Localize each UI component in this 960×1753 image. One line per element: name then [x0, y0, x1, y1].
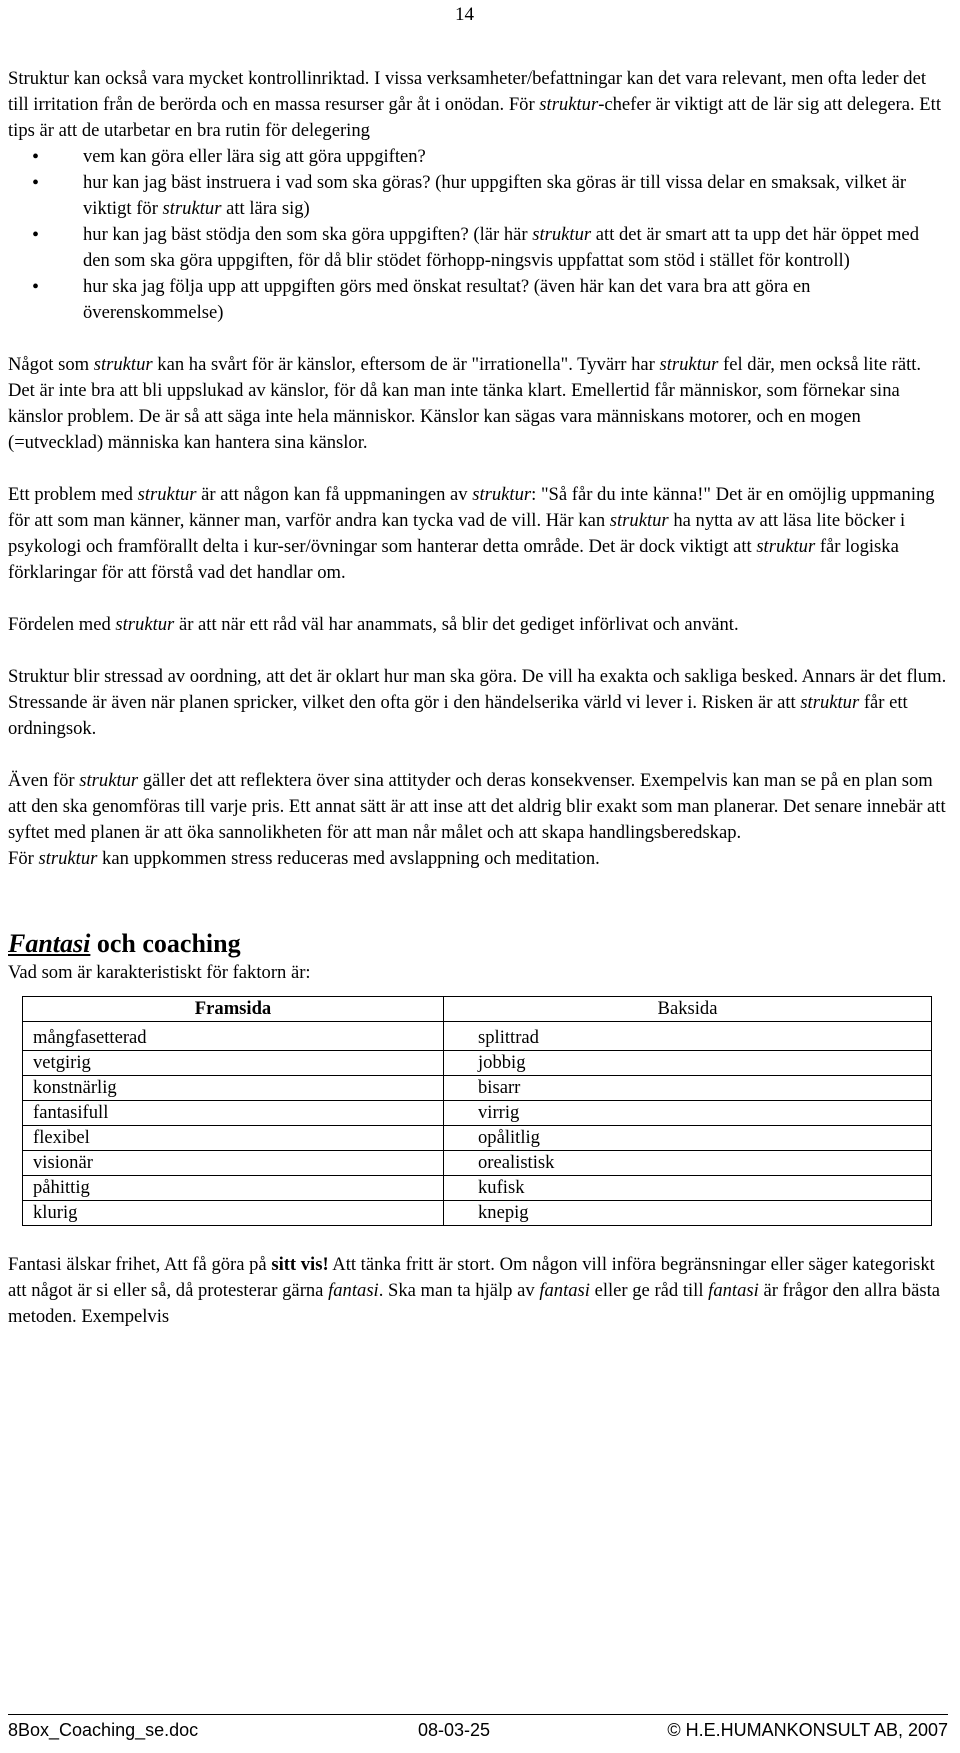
spacer — [8, 1226, 948, 1252]
text: kan ha svårt för är känslor, eftersom de är "irrationella". Tyvärr har — [152, 354, 660, 375]
text: Något som — [8, 354, 94, 375]
strong-text: sitt vis! — [271, 1254, 329, 1275]
emphasis: struktur — [38, 848, 98, 869]
emphasis: struktur — [115, 614, 175, 635]
text: gäller det att reflektera över sina attityder och deras konsekvenser. Exempelvis kan man se på en plan som att den ska genomföras till varje pris. Ett annat sätt är att inse att det aldrig blir exakt som man planerar. Det senare innebär att syftet med planen är att öka sannolikheten för att man når målet och att skapa handlingsberedskap. — [8, 770, 946, 843]
paragraph-advantage — [8, 612, 948, 638]
paragraph-stress — [8, 664, 948, 742]
text: hur kan jag bäst stödja den som ska göra uppgiften? (lär här — [83, 224, 533, 245]
footer-filename: 8Box_Coaching_se.doc — [8, 1720, 199, 1740]
text: vem kan göra eller lära sig att göra uppgiften? — [83, 146, 426, 167]
text: Fördelen med — [8, 614, 116, 635]
cell-back: virrig — [444, 1101, 932, 1126]
spacer — [8, 742, 948, 768]
emphasis: struktur — [539, 94, 599, 115]
spacer — [8, 326, 948, 352]
text: är att när ett råd väl har anammats, så blir det gediget införlivat och använt. — [174, 614, 739, 635]
text: Ett problem med — [8, 484, 138, 505]
paragraph-problem — [8, 482, 948, 586]
text: Struktur kan också vara mycket kontrollinriktad. I vissa verksamheter/befattningar kan det vara relevant, men ofta leder det till irritation från de berörda och en massa resurser går åt i onödan. För — [8, 68, 926, 115]
text: eller ge råd till — [589, 1280, 709, 1301]
text: fel där, men också lite rätt. Det är inte bra att bli uppslukad av känslor, för då kan man inte tänka klart. Emellertid får människor, som förnekar sina känslor problem. De är så att säga inte hela människor. Känslor kan sägas vara människans motorer, och en mogen (=utvecklad) människa kan hantera sina känslor. — [8, 354, 922, 453]
emphasis: struktur — [800, 692, 860, 713]
footer-copyright: © H.E.HUMANKONSULT AB, 2007 — [667, 1720, 948, 1740]
paragraph-meditation — [8, 846, 948, 872]
cell-front: klurig — [23, 1201, 444, 1226]
column-header-front: Framsida — [23, 997, 444, 1022]
text: hur ska jag följa upp att uppgiften görs med önskat resultat? (även här kan det vara bra att göra en överenskommelse) — [83, 276, 811, 323]
cell-back: splittrad — [444, 1022, 932, 1051]
table-header-row — [23, 997, 932, 1022]
text: Att tänka fritt är stort. Om någon vill införa begränsningar eller säger kategoriskt att något är si eller så, då protesterar gärna — [8, 1254, 935, 1301]
emphasis: struktur — [756, 536, 816, 557]
section-heading — [8, 928, 948, 960]
heading-text: och coaching — [90, 929, 241, 958]
paragraph-delegation — [8, 66, 948, 144]
text: är att någon kan få uppmaningen av — [196, 484, 473, 505]
column-header-back: Baksida — [444, 997, 932, 1022]
intro-text: Vad som är karakteristiskt för faktorn är: — [8, 962, 311, 983]
footer-date: 08-03-25 — [418, 1720, 491, 1740]
emphasis: struktur — [79, 770, 139, 791]
cell-front: vetgirig — [23, 1051, 444, 1076]
cell-front: fantasifull — [23, 1101, 444, 1126]
paragraph-fantasy — [8, 1252, 948, 1330]
text: Struktur blir stressad av oordning, att det är oklart hur man ska göra. De vill ha exakta och sakliga besked. Annars är det flum. Stressande är även när planen spricker, vilket den ofta gör i den händelserika värld vi lever i. Risken är att — [8, 666, 947, 713]
text: : "Så får du inte känna!" Det är en omöjlig uppmaning för att som man känner, känner man, varför andra kan tycka vad de vill. Här kan — [8, 484, 935, 531]
text: hur kan jag bäst instruera i vad som ska göras? (hur uppgiften ska göras är till vissa delar en smaksak, vilket är viktigt för — [83, 172, 907, 219]
text: -chefer är viktigt att de lär sig att delegera. Ett tips är att de utarbetar en bra rutin för delegering — [8, 94, 941, 141]
cell-back: jobbig — [444, 1051, 932, 1076]
table-body — [23, 1022, 932, 1226]
text: får logiska förklaringar för att förstå vad det handlar om. — [8, 536, 899, 583]
cell-back: bisarr — [444, 1076, 932, 1101]
paragraph-reflection — [8, 768, 948, 846]
emphasis: struktur — [659, 354, 719, 375]
cell-front: flexibel — [23, 1126, 444, 1151]
traits-table — [22, 996, 932, 1226]
emphasis: struktur — [137, 484, 197, 505]
text: får ett ordningsok. — [8, 692, 908, 739]
text: att lära sig) — [221, 198, 310, 219]
text: För — [8, 848, 39, 869]
cell-back: opålitlig — [444, 1126, 932, 1151]
emphasis: struktur — [93, 354, 153, 375]
heading-emphasis: Fantasi — [8, 929, 91, 958]
emphasis: fantasi — [328, 1280, 379, 1301]
delegation-list — [8, 144, 948, 326]
emphasis: struktur — [162, 198, 222, 219]
cell-front: påhittig — [23, 1176, 444, 1201]
text: Fantasi älskar frihet, Att få göra på — [8, 1254, 272, 1275]
spacer — [8, 638, 948, 664]
emphasis: struktur — [532, 224, 592, 245]
text: kan uppkommen stress reduceras med avslappning och meditation. — [97, 848, 600, 869]
table-row — [23, 1022, 932, 1051]
paragraph-emotions — [8, 352, 948, 456]
cell-front: mångfasetterad — [23, 1022, 444, 1051]
list-item — [8, 222, 948, 274]
text: Även för — [8, 770, 80, 791]
emphasis: fantasi — [708, 1280, 759, 1301]
table-row — [23, 1126, 932, 1151]
page-number: 14 — [455, 4, 474, 25]
text: att det är smart att ta upp det här öppet med den som ska göra uppgiften, för då blir stödet förhopp-ningsvis uppfattat som stöd i stället för kontroll) — [83, 224, 919, 271]
text: . Ska man ta hjälp av — [378, 1280, 540, 1301]
footer-divider — [8, 1714, 948, 1715]
table-row — [23, 1101, 932, 1126]
text: är frågor den allra bästa metoden. Exempelvis — [8, 1280, 940, 1327]
table-row — [23, 1176, 932, 1201]
cell-back: knepig — [444, 1201, 932, 1226]
list-item — [8, 144, 948, 170]
table-row — [23, 1151, 932, 1176]
table-row — [23, 1051, 932, 1076]
list-item — [8, 274, 948, 326]
text: ha nytta av att läsa lite böcker i psykologi och framförallt delta i kur-ser/övningar som hanterar detta område. Det är dock viktigt att — [8, 510, 906, 557]
spacer — [8, 586, 948, 612]
list-item — [8, 170, 948, 222]
emphasis: struktur — [609, 510, 669, 531]
emphasis: struktur — [472, 484, 532, 505]
emphasis: fantasi — [539, 1280, 590, 1301]
document-body — [8, 66, 948, 1330]
spacer — [8, 456, 948, 482]
cell-front: konstnärlig — [23, 1076, 444, 1101]
table-row — [23, 1076, 932, 1101]
cell-back: kufisk — [444, 1176, 932, 1201]
cell-back: orealistisk — [444, 1151, 932, 1176]
table-row — [23, 1201, 932, 1226]
cell-front: visionär — [23, 1151, 444, 1176]
